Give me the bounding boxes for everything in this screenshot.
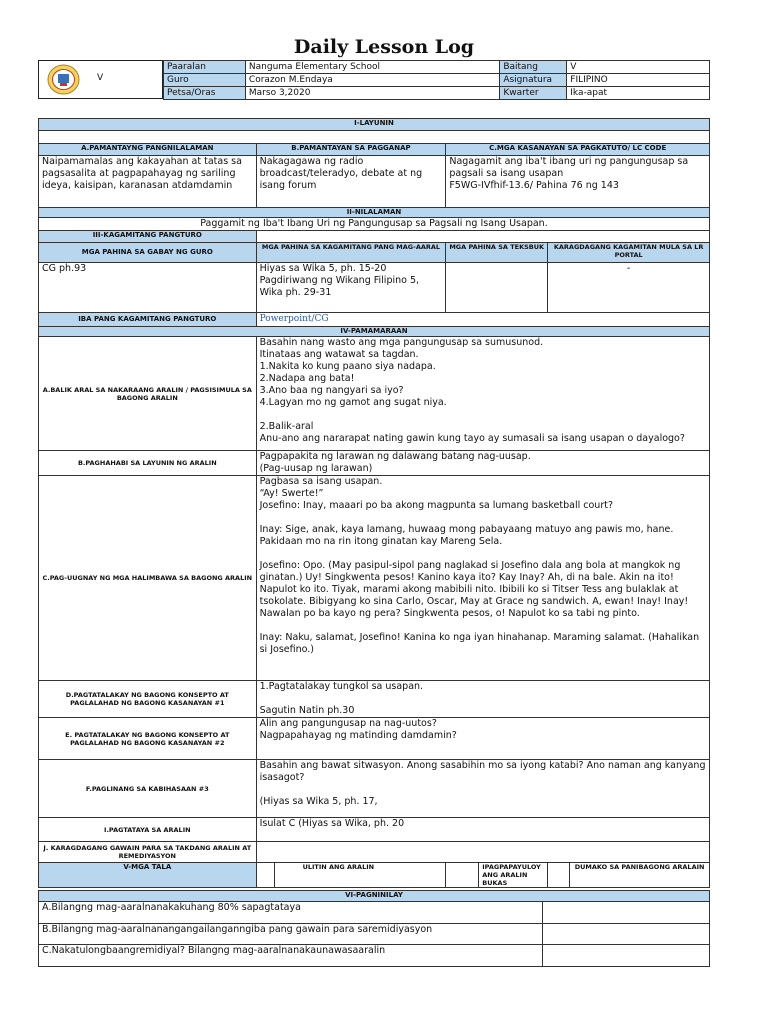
pamantayang-pangnilalaman-text: Naipamamalas ang kakayahan at tatas sa pagsasalita at pagpapahayag ng sariling ideya, kaisipan, karanasan atdamdamin [39,156,257,208]
petsa-label: Petsa/Oras [164,87,246,100]
kwarter-value: Ika-apat [567,87,710,100]
karagdagang-gawain-text [256,842,709,863]
petsa-value: Marso 3,2020 [245,87,499,100]
pagninilay-a-value [543,902,710,924]
ulitin-aralin-label: ULITIN ANG ARALIN [274,863,446,888]
teksbuk-value [446,263,548,313]
kagamitan-blank [256,231,709,243]
lr-portal-heading: KARAGDAGANG KAGAMITAN MULA SA LR PORTAL [548,243,710,263]
pamantayang-pangnilalaman-heading: A.PAMANTAYNG PANGNILALAMAN [39,144,257,156]
nilalaman-heading: II-NILALAMAN [39,208,710,218]
pag-uugnay-text: Pagbasa sa isang usapan. “Ay! Swerte!” Josefino: Inay, maaari po ba akong magpunta sa lumang basketball court? Inay: Sige, anak, kaya lamang, huwaag mong pabayaang matuyo ang pawis mo, hane. Pakidaan mo na rin itong ginatan kay Mareng Sela. Josefino: Opo. (May pasipul-sipol pang naglakad si Josefino dala ang bola at mangkok ng ginatan.) Uy! Singkwenta pesos! Kanino kaya ito? Kay Inay? Ah, di na bale. Akin na ito! Napulot ko ito. Tiyak, marami akong mabibili nito. Ibibili ko si Titser Tess ang bulaklak at tsokolate. Bibigyang ko sina Carlo, Oscar, May at Grace ng sandwich. A, ewan! Inay! Inay! Nawalan po ba kayo ng pera? Singkwenta pesos, o! Napulot ko sa tabi ng pinto. Inay: Naku, salamat, Josefino! Kanina ko nga iyan hinahanap. Maraming salamat. (Hahalikan si Josefino.) [256,476,709,681]
tala-check-3 [548,863,570,888]
pagtatalakay-2-text: Alin ang pangungusap na nag-uutos? Nagpapahayag ng matinding damdamin? [256,718,709,760]
header-info-table [163,60,710,100]
pamamaraan-heading: IV-PAMAMARAAN [39,327,710,337]
dumako-aralin-label: DUMAKO SA PANIBAGONG ARALAIN [570,863,710,888]
kasanayan-heading: C.MGA KASANAYAN SA PAGKATUTO/ LC CODE [446,144,710,156]
mga-tala-heading: V-MGA TALA [39,863,257,888]
paghahabi-text: Pagpapakita ng larawan ng dalawang batang nag-uusap. (Pag-uusap ng larawan) [256,451,709,476]
pagninilay-c-value [543,945,710,967]
paglinang-text: Basahin ang bawat sitwasyon. Anong sasabihin mo sa iyong katabi? Ano naman ang kanyang isasagot? (Hiyas sa Wika 5, ph. 17, [256,760,709,818]
kagamitan-heading: III-KAGAMITANG PANGTURO [39,231,257,243]
karagdagang-gawain-label: J. KARAGDAGANG GAWAIN PARA SA TAKDANG ARALIN AT REMEDIYASYON [39,842,257,863]
layunin-heading: I-LAYUNIN [39,119,710,131]
iba-kagamitan-label: IBA PANG KAGAMITANG PANGTURO [39,313,257,327]
pamantayan-pagganap-heading: B.PAMANTAYAN SA PAGGANAP [256,144,446,156]
guro-value: Corazon M.Endaya [245,74,499,87]
pagninilay-a-label: A.Bilangng mag-aaralnanakakuhang 80% sapagtataya [39,902,543,924]
pagtatalakay-2-label: E. PAGTATALAKAY NG BAGONG KONSEPTO AT PAGLALAHAD NG BAGONG KASANAYAN #2 [39,718,257,760]
tala-check-2 [446,863,479,888]
iba-kagamitan-value: Powerpoint/CG [256,313,709,327]
gabay-guro-heading: MGA PAHINA SA GABAY NG GURO [39,243,257,263]
gabay-guro-value: CG ph.93 [39,263,257,313]
page-title: Daily Lesson Log [293,36,475,58]
teksbuk-heading: MGA PAHINA SA TEKSBUK [446,243,548,263]
guro-label: Guro [164,74,246,87]
school-seal-icon [47,64,80,95]
pagtataya-text: Isulat C (Hiyas sa Wika, ph. 20 [256,818,709,842]
paaralan-label: Paaralan [164,61,246,74]
paghahabi-label: B.PAGHAHABI SA LAYUNIN NG ARALIN [39,451,257,476]
kagamitang-mag-aaral-heading: MGA PAHINA SA KAGAMITANG PANG MAG-AARAL [256,243,446,263]
pagtatalakay-1-text: 1.Pagtatalakay tungkol sa usapan. Sagutin Natin ph.30 [256,681,709,718]
lesson-log-table [38,118,710,888]
tala-check-1 [256,863,274,888]
balik-aral-text: Basahin nang wasto ang mga pangungusap sa sumusunod. Itinataas ang watawat sa tagdan. 1.Nakita ko kung paano siya nadapa. 2.Nadapa ang bata! 3.Ano baa ng nangyari sa iyo? 4.Lagyan mo ng gamot ang sugat niya. 2.Balik-aral Anu-ano ang nararapat nating gawin kung tayo ay sumasali sa isang usapan o dayalogo? [256,337,709,451]
pagninilay-table [38,890,710,967]
pagninilay-c-label: C.Nakatulongbaangremidiyal? Bilangng mag-aaralnanakaunawasaaralin [39,945,543,967]
pag-uugnay-label: C.PAG-UUGNAY NG MGA HALIMBAWA SA BAGONG ARALIN [39,476,257,681]
spacer-row [39,131,710,144]
asignatura-label: Asignatura [500,74,567,87]
logo-text: V [97,73,104,83]
asignatura-value: FILIPINO [567,74,710,87]
pamantayan-pagganap-text: Nakagagawa ng radio broadcast/teleradyo, debate at ng isang forum [256,156,446,208]
baitang-value: V [567,61,710,74]
balik-aral-label: A.BALIK ARAL SA NAKARAANG ARALIN / PAGSISIMULA SA BAGONG ARALIN [39,337,257,451]
pagninilay-heading: VI-PAGNINILAY [39,891,710,902]
paglinang-label: F.PAGLINANG SA KABIHASAAN #3 [39,760,257,818]
kwarter-label: Kwarter [500,87,567,100]
pagninilay-b-label: B.Bilangng mag-aaralnanangangailanganngiba pang gawain para saremidiyasyon [39,924,543,945]
paaralan-value: Nanguma Elementary School [245,61,499,74]
pagtataya-label: I.PAGTATAYA SA ARALIN [39,818,257,842]
lr-portal-value: - [548,263,710,313]
pagninilay-b-value [543,924,710,945]
ipagpapatuloy-aralin-label: IPAGPAPAYULOY ANG ARALIN BUKAS [479,863,548,888]
baitang-label: Baitang [500,61,567,74]
kagamitang-mag-aaral-value: Hiyas sa Wika 5, ph. 15-20 Pagdiriwang ng Wikang Filipino 5, Wika ph. 29-31 [256,263,446,313]
kasanayan-text: Nagagamit ang iba't ibang uri ng pangungusap sa pagsali sa isang usapan F5WG-IVfhif-13.6/ Pahina 76 ng 143 [446,156,710,208]
nilalaman-text: Paggamit ng Iba't Ibang Uri ng Pangungusap sa Pagsali ng Isang Usapan. [39,218,710,231]
pagtatalakay-1-label: D.PAGTATALAKAY NG BAGONG KONSEPTO AT PAGLALAHAD NG BAGONG KASANAYAN #1 [39,681,257,718]
logo-box [38,60,163,99]
